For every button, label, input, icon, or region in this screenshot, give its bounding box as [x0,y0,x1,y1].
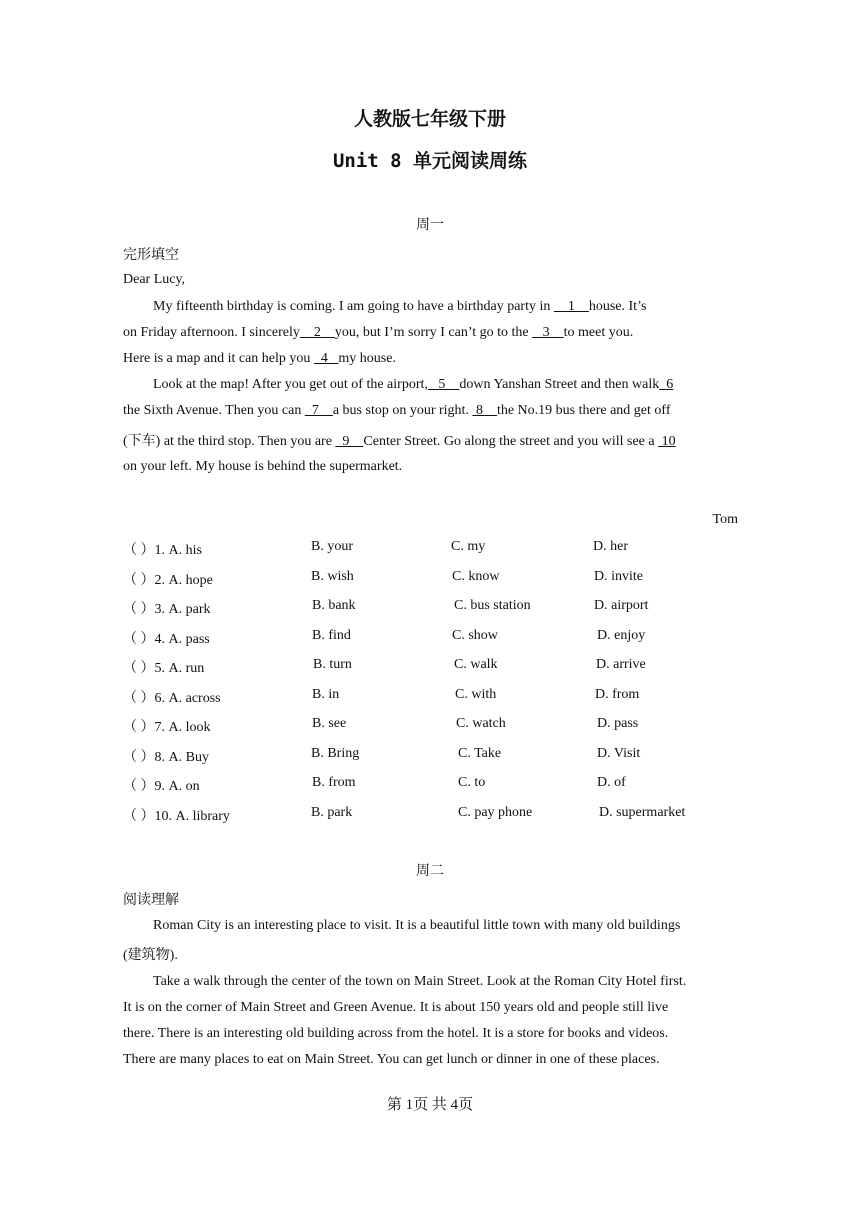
document-title: 人教版七年级下册 [353,108,506,130]
day-heading-monday: 周一 [416,217,444,233]
question-number: （ ）5. A. run [123,661,205,676]
text: the No.19 bus there and get off [496,403,671,418]
question-number: （ ）1. A. his [123,543,202,558]
blank-3: 3 [532,325,564,340]
question-row [123,716,743,736]
text: my house. [338,351,396,366]
text: to meet you. [563,325,634,340]
option-d: D. enjoy [597,628,646,643]
blank-2: 2 [299,325,335,340]
option-c: C. my [451,539,486,554]
text: (下车) at the third stop. Then you are [123,434,336,449]
option-c: C. Take [458,746,502,761]
option-d: D. pass [597,716,639,731]
blank-5: 5 [427,377,460,392]
option-d: D. supermarket [599,805,686,820]
section-heading-reading: 阅读理解 [123,892,179,908]
option-d: D. of [597,775,626,790]
option-c: C. to [458,775,486,790]
blank-1: 1 [553,299,589,314]
text: Center Street. Go along the street and you will see a [363,434,659,449]
section-heading-cloze: 完形填空 [123,247,179,263]
question-row [123,657,743,677]
option-b: B. park [311,805,353,820]
question-row [123,628,743,648]
option-c: C. show [452,628,498,643]
page-footer: 第 1页 共 4页 [386,1097,474,1113]
question-number: （ ）2. A. hope [123,573,213,588]
option-c: C. watch [456,716,506,731]
blank-10: 10 [658,434,676,449]
blank-6: 6 [659,377,674,392]
question-row [123,746,743,766]
option-b: B. your [311,539,353,554]
question-number: （ ）8. A. Buy [123,750,209,765]
letter-greeting: Dear Lucy, [123,272,186,287]
reading-line: (建筑物). [123,948,178,963]
question-number: （ ）6. A. across [123,691,221,706]
option-c: C. walk [454,657,498,672]
text: Here is a map and it can help you [123,351,314,366]
option-d: D. airport [594,598,649,613]
question-row [123,598,743,618]
option-b: B. see [312,716,347,731]
option-c: C. know [452,569,500,584]
option-b: B. bank [312,598,356,613]
letter-line [153,377,739,393]
option-c: C. with [455,687,497,702]
question-row [123,569,743,589]
option-b: B. turn [313,657,352,672]
option-b: B. wish [311,569,354,584]
question-number: （ ）3. A. park [123,602,211,617]
letter-signature: Tom [712,512,738,527]
letter-line: on your left. My house is behind the supermarket. [123,459,403,474]
text: a bus stop on your right. [332,403,473,418]
option-b: B. Bring [311,746,360,761]
document-subtitle: Unit 8 单元阅读周练 [332,150,528,172]
question-number: （ ）7. A. look [123,720,211,735]
option-d: D. from [595,687,640,702]
letter-line [123,325,739,341]
option-c: C. bus station [454,598,531,613]
option-d: D. arrive [596,657,646,672]
reading-line: Take a walk through the center of the town on Main Street. Look at the Roman City Hotel first. [153,974,687,989]
text: the Sixth Avenue. Then you can [123,403,305,418]
question-row [123,539,743,559]
reading-line: It is on the corner of Main Street and Green Avenue. It is about 150 years old and people still live [123,1000,669,1015]
letter-line [123,351,739,367]
text: you, but I’m sorry I can’t go to the [334,325,533,340]
option-c: C. pay phone [458,805,533,820]
letter-line [123,430,739,450]
reading-line: There are many places to eat on Main Street. You can get lunch or dinner in one of these places. [123,1052,660,1067]
blank-8: 8 [472,403,497,418]
option-b: B. from [312,775,356,790]
text: Look at the map! After you get out of the airport, [153,377,428,392]
blank-7: 7 [304,403,333,418]
question-row [123,687,743,707]
text: down Yanshan Street and then walk [459,377,660,392]
option-d: D. Visit [597,746,641,761]
blank-9: 9 [335,434,364,449]
option-d: D. invite [594,569,643,584]
question-number: （ ）9. A. on [123,779,200,794]
question-number: （ ）10. A. library [123,809,230,824]
option-b: B. find [312,628,351,643]
reading-line: Roman City is an interesting place to visit. It is a beautiful little town with many old buildings [153,918,681,933]
question-number: （ ）4. A. pass [123,632,210,647]
letter-line [123,403,739,419]
question-row [123,805,743,825]
reading-line: there. There is an interesting old building across from the hotel. It is a store for books and videos. [123,1026,669,1041]
question-row [123,775,743,795]
day-heading-tuesday: 周二 [416,863,444,879]
text: house. It’s [588,299,647,314]
option-b: B. in [312,687,340,702]
text: on Friday afternoon. I sincerely [123,325,300,340]
letter-line [153,299,739,315]
text: My fifteenth birthday is coming. I am going to have a birthday party in [153,299,554,314]
option-d: D. her [593,539,628,554]
blank-4: 4 [313,351,339,366]
